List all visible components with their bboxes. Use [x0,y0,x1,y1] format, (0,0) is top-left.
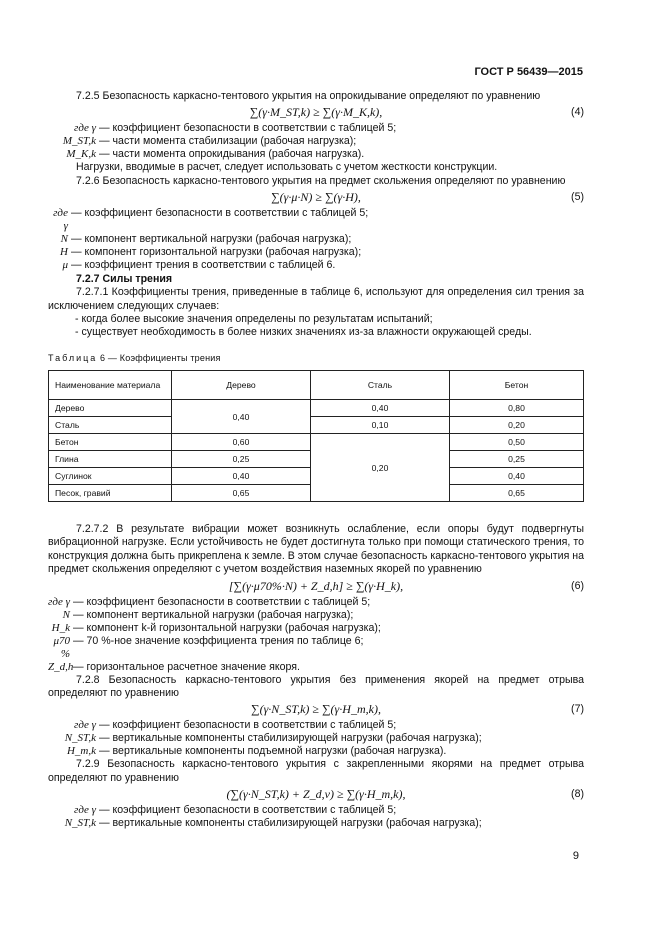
definition-row [48,596,584,609]
table-cell: 0,10 [311,417,450,434]
definition-symbol: Z_d,h [48,660,74,673]
table-cell: 0,40 [450,468,584,485]
definition-symbol: H [60,246,68,259]
page-number: 9 [572,850,579,862]
table-cell: Суглинок [49,468,172,485]
equation-5-formula: ∑(γ·μ·N) ≥ ∑(γ·H), [271,190,361,205]
definition-text: — компонент k-й горизонтальной нагрузки (рабочая нагрузка); [73,621,381,634]
table-cell: 0,40 [172,468,311,485]
equation-6 [48,577,584,596]
definition-symbol: H_k [51,621,70,634]
section-title-7-2-7: 7.2.7 Силы трения [76,273,173,286]
definition-symbol: где γ [74,804,96,817]
paragraph-7-2-7-2: 7.2.7.2 В результате вибрации может возникнуть ослабление, если опоры будут подвергнуты вибрационной нагрузке. Если устойчивость не будет достигнута только при помощи статического трения, то конструкция должна быть прикреплена к земле. В этом случае безопасность каркасно-тентового укрытия на предмет скольжения определяют с учетом воздействия наземных якорей по уравнению [48,523,584,576]
definition-row [48,732,584,745]
table-cell: Сталь [49,417,172,434]
table-cell: 0,80 [450,400,584,417]
table-row [49,417,584,434]
definition-text: — компонент горизонтальной нагрузки (рабочая нагрузка); [71,246,362,259]
definition-text: — компонент вертикальной нагрузки (рабочая нагрузка); [71,233,352,246]
list-item: - существует необходимость в более низких значениях из-за влажности окружающей среды. [75,326,532,339]
paragraph-7-2-8: 7.2.8 Безопасность каркасно-тентового укрытия без применения якорей на предмет отрыва определяют по уравнению [48,673,584,700]
definition-symbol: N_ST,k [64,732,96,745]
definition-row [48,122,584,135]
definition-text: — 70 %-ное значение коэффициента трения по таблице 6; [73,634,364,647]
definition-row [48,804,584,817]
equation-8-number: (8) [571,788,584,801]
definition-text: — коэффициент безопасности в соответствии с таблицей 5; [99,122,397,135]
table-header: Сталь [311,371,450,400]
table-caption-word: Таблица [48,353,98,364]
list-item: - когда более высокие значения определены по результатам испытаний; [75,313,433,326]
definition-text: — коэффициент безопасности в соответствии с таблицей 5; [99,804,397,817]
definition-row [48,207,584,233]
definition-text: — части момента стабилизации (рабочая нагрузка); [99,135,357,148]
table-cell: Глина [49,451,172,468]
definition-row [48,622,584,635]
definition-symbol: N_ST,k [64,817,96,830]
equation-4-number: (4) [571,106,584,119]
definition-row [48,609,584,622]
table-cell: 0,25 [450,451,584,468]
definition-text: — вертикальные компоненты подъемной нагрузки (рабочая нагрузка). [99,745,447,758]
table-caption [48,353,584,363]
definition-row [48,246,584,259]
definition-text: — коэффициент безопасности в соответствии с таблицей 5; [99,719,397,732]
definition-row [48,817,584,830]
definition-row [48,233,584,246]
definition-symbol: H_m,k [66,745,96,758]
paragraph-7-2-9: 7.2.9 Безопасность каркасно-тентового укрытия с закрепленными якорями на предмет отрыва определяют по уравнению [48,758,584,784]
definition-text: — коэффициент безопасности в соответствии с таблицей 5; [71,207,369,220]
equation-5-number: (5) [571,191,584,204]
table-cell: Песок, гравий [49,485,172,502]
table-header: Бетон [450,371,584,400]
table-cell: 0,40 [172,400,311,434]
definition-text: — коэффициент безопасности в соответствии с таблицей 5; [73,595,371,608]
table-cell: 0,20 [311,434,450,502]
definition-row [48,635,584,661]
table-cell: Бетон [49,434,172,451]
definition-text: — вертикальные компоненты стабилизирующей нагрузки (рабочая нагрузка); [99,732,482,745]
table-cell: 0,50 [450,434,584,451]
table-cell: 0,20 [450,417,584,434]
equation-8 [48,785,584,804]
table-cell: 0,40 [311,400,450,417]
equation-8-formula: (∑(γ·N_ST,k) + Z_d,v) ≥ ∑(γ·H_m,k), [226,787,406,802]
definition-symbol: M_K,k [66,148,96,161]
definition-symbol: M_ST,k [62,135,96,148]
definition-row [48,148,584,161]
page-content [48,90,584,830]
note-paragraph: Нагрузки, вводимые в расчет, следует использовать с учетом жесткости конструкции. [76,161,498,174]
paragraph-7-2-7-1: 7.2.7.1 Коэффициенты трения, приведенные в таблице 6, используют для определения сил трения за исключением следующих случаев: [48,286,584,312]
table-row [49,434,584,451]
definition-symbol: где γ [74,719,96,732]
paragraph-7-2-6: 7.2.6 Безопасность каркасно-тентового укрытия на предмет скольжения определяют по уравнению [76,174,566,187]
definition-text: — компонент вертикальной нагрузки (рабочая нагрузка); [73,608,354,621]
equation-4-formula: ∑(γ·M_ST,k) ≥ ∑(γ·M_K,k), [249,105,383,120]
equation-6-formula: [∑(γ·μ70%·N) + Z_d,h] ≥ ∑(γ·H_k), [228,578,404,593]
equation-7 [48,700,584,719]
definition-text: — вертикальные компоненты стабилизирующей нагрузки (рабочая нагрузка); [99,817,482,830]
table-cell: 0,65 [172,485,311,502]
definition-text: — горизонтальное расчетное значение якоря. [73,660,300,673]
table-cell: Дерево [49,400,172,417]
equation-5 [48,188,584,207]
equation-7-formula: ∑(γ·N_ST,k) ≥ ∑(γ·H_m,k), [251,702,381,717]
definition-row [48,745,584,758]
table-cell: 0,65 [450,485,584,502]
definition-text: — части момента опрокидывания (рабочая нагрузка). [99,148,365,161]
definition-row [48,719,584,732]
table-cell: 0,60 [172,434,311,451]
table-header: Наименование материала [49,371,172,400]
equation-6-number: (6) [571,579,584,592]
friction-table [48,370,584,502]
equation-7-number: (7) [571,703,584,716]
definition-symbol: где γ [48,595,70,608]
definition-symbol: μ70 % [53,634,70,660]
table-cell: 0,25 [172,451,311,468]
definition-symbol: где γ [53,207,68,233]
definition-symbol: μ [62,259,68,272]
paragraph-7-2-5: 7.2.5 Безопасность каркасно-тентового укрытия на опрокидывание определяют по уравнению [76,90,541,102]
definition-row [48,259,584,272]
table-row [49,400,584,417]
definition-symbol: N [62,608,70,621]
table-header: Дерево [172,371,311,400]
definition-symbol: где γ [74,122,96,135]
table-caption-text: 6 — Коэффициенты трения [100,353,221,364]
document-header: ГОСТ Р 56439—2015 [474,66,583,78]
definition-text: — коэффициент трения в соответствии с таблицей 6. [71,259,336,272]
definition-row [48,661,584,674]
equation-4 [48,103,584,122]
table-header-row [49,371,584,400]
definition-row [48,135,584,148]
definition-symbol: N [60,233,68,246]
